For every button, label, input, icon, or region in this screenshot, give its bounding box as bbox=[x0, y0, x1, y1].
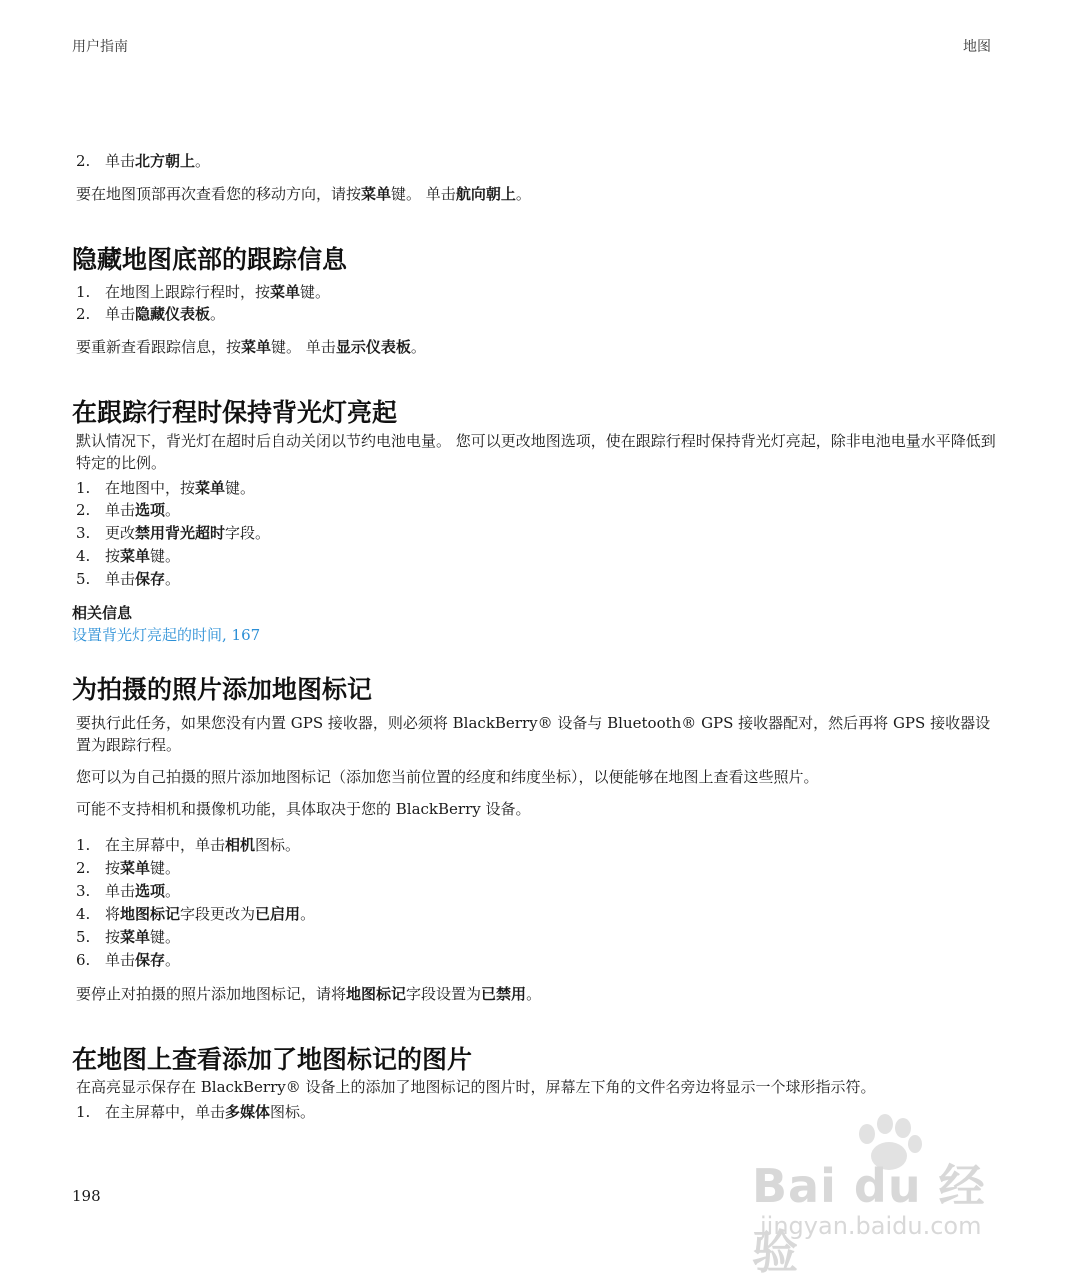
list-item: 2. 单击选项。 bbox=[76, 501, 181, 519]
note-paragraph: 要停止对拍摄的照片添加地图标记，请将地图标记字段设置为已禁用。 bbox=[76, 985, 542, 1003]
watermark bbox=[752, 1114, 1002, 1279]
list-item: 1. 在主屏幕中，单击多媒体图标。 bbox=[76, 1103, 316, 1121]
intro-paragraph: 在高亮显示保存在 BlackBerry® 设备上的添加了地图标记的图片时，屏幕左下角的文件名旁边将显示一个球形指示符。 bbox=[76, 1078, 876, 1096]
list-item: 1. 在地图中，按菜单键。 bbox=[76, 479, 256, 497]
section-title: 为拍摄的照片添加地图标记 bbox=[72, 675, 373, 704]
header-left: 用户指南 bbox=[72, 39, 128, 55]
paragraph: 要执行此任务，如果您没有内置 GPS 接收器，则必须将 BlackBerry® 设备与 Bluetooth® GPS 接收器配对，然后再将 GPS 接收器设置为跟踪行程。 bbox=[76, 714, 991, 754]
list-item: 2. 单击北方朝上。 bbox=[76, 152, 211, 170]
list-item: 2. 按菜单键。 bbox=[76, 859, 181, 877]
list-item: 3. 单击选项。 bbox=[76, 882, 181, 900]
page-number: 198 bbox=[72, 1187, 101, 1205]
list-item: 2. 单击隐藏仪表板。 bbox=[76, 305, 226, 323]
list-item: 4. 将地图标记字段更改为已启用。 bbox=[76, 905, 316, 923]
related-link[interactable]: 设置背光灯亮起的时间, 167 bbox=[72, 626, 261, 644]
note-paragraph: 要重新查看跟踪信息，按菜单键。 单击显示仪表板。 bbox=[76, 338, 426, 356]
section-title: 隐藏地图底部的跟踪信息 bbox=[72, 245, 348, 274]
list-item: 5. 单击保存。 bbox=[76, 570, 181, 588]
note-paragraph: 要在地图顶部再次查看您的移动方向，请按菜单键。 单击航向朝上。 bbox=[76, 185, 531, 203]
section-title: 在跟踪行程时保持背光灯亮起 bbox=[72, 398, 398, 427]
list-item: 4. 按菜单键。 bbox=[76, 547, 181, 565]
watermark-brand: Bai du 经验 bbox=[752, 1159, 986, 1279]
list-item: 3. 更改禁用背光超时字段。 bbox=[76, 524, 271, 542]
section-title: 在地图上查看添加了地图标记的图片 bbox=[72, 1045, 473, 1074]
list-item: 6. 单击保存。 bbox=[76, 951, 181, 969]
list-item: 1. 在主屏幕中，单击相机图标。 bbox=[76, 836, 301, 854]
related-heading: 相关信息 bbox=[72, 604, 133, 622]
list-item: 5. 按菜单键。 bbox=[76, 928, 181, 946]
intro-paragraph: 默认情况下，背光灯在超时后自动关闭以节约电池电量。 您可以更改地图选项，使在跟踪行程时保持背光灯亮起，除非电池电量水平降低到特定的比例。 bbox=[76, 432, 996, 472]
watermark-url: jingyan.baidu.com bbox=[760, 1212, 982, 1240]
list-item: 1. 在地图上跟踪行程时，按菜单键。 bbox=[76, 283, 331, 301]
header-right: 地图 bbox=[963, 39, 991, 55]
paragraph: 您可以为自己拍摄的照片添加地图标记（添加您当前位置的经度和纬度坐标），以便能够在地图上查看这些照片。 bbox=[76, 768, 819, 786]
paragraph: 可能不支持相机和摄像机功能，具体取决于您的 BlackBerry 设备。 bbox=[76, 800, 531, 818]
